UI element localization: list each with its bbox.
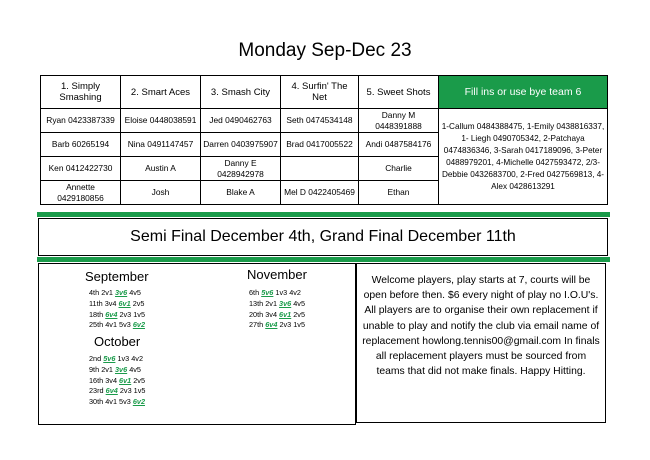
round-row <box>89 376 145 387</box>
month-september: September <box>85 269 149 284</box>
divider-bar-top <box>37 212 610 217</box>
match: 1v5 <box>133 309 146 319</box>
round-date: 4th <box>89 288 100 297</box>
player-cell: Eloise 0448038591 <box>121 109 201 133</box>
welcome-message: Welcome players, play starts at 7, courts will be open before then. $6 every night of play no I.O.U's. All players are to organise their own replacement if unable to play and notify the club via email name of replacement howlong.tennis00@gmail.com In finals all replacement players must be sourced from teams that did not make finals. Happy Hitting. <box>356 263 606 423</box>
round-row <box>249 288 305 299</box>
match: 3v4 <box>265 309 277 319</box>
page-title: Monday Sep-Dec 23 <box>238 40 412 61</box>
match: 1v5 <box>293 320 306 330</box>
match: 1v5 <box>133 386 146 396</box>
round-date: 16th <box>89 375 104 385</box>
match: 6v4 <box>105 386 118 396</box>
player-cell: Darren 0403975907 <box>201 133 281 157</box>
match: 3v4 <box>104 298 117 308</box>
team-name-4: 4. Surfin' The Net <box>281 76 359 109</box>
match: 2v1 <box>101 364 113 374</box>
team-name-5: 5. Sweet Shots <box>359 76 439 109</box>
match: 1v3 <box>275 288 288 297</box>
rounds-october <box>89 354 145 408</box>
round-row <box>89 299 145 310</box>
player-cell: Mel D 0422405469 <box>281 181 359 205</box>
match: 6v1 <box>119 375 132 385</box>
team-name-1: 1. Simply Smashing <box>41 76 121 109</box>
round-date: 25th <box>89 320 104 330</box>
round-row <box>89 320 145 331</box>
round-date: 9th <box>89 364 100 374</box>
match: 4v5 <box>293 298 306 308</box>
month-october: October <box>94 334 141 349</box>
finals-banner: Semi Final December 4th, Grand Final December 11th <box>38 218 608 256</box>
round-row <box>249 320 305 331</box>
round-row <box>89 397 145 408</box>
round-date: 18th <box>89 309 104 319</box>
player-cell: Seth 0474534148 <box>281 109 359 133</box>
match: 4v1 <box>105 397 117 407</box>
match: 5v3 <box>119 397 131 407</box>
match: 3v6 <box>114 288 128 297</box>
round-date: 13th <box>249 298 264 308</box>
player-cell: Brad 0417005522 <box>281 133 359 157</box>
schedule-panel <box>38 263 356 425</box>
match: 4v5 <box>129 364 141 374</box>
player-cell: Charlie <box>359 157 439 181</box>
teams-table <box>40 75 608 205</box>
match: 5v3 <box>119 320 131 330</box>
match: 6v4 <box>105 309 118 319</box>
match: 4v1 <box>105 320 117 330</box>
match: 2v3 <box>119 386 132 396</box>
round-date: 23rd <box>89 386 104 396</box>
match: 4v2 <box>289 288 301 297</box>
match: 6v2 <box>132 320 146 330</box>
match: 6v1 <box>118 298 131 308</box>
player-cell: Nina 0491147457 <box>121 133 201 157</box>
round-row <box>249 299 305 310</box>
round-row <box>89 386 145 397</box>
player-cell: Austin A <box>121 157 201 181</box>
round-row <box>89 354 145 365</box>
match: 1v3 <box>117 354 130 363</box>
month-november: November <box>247 267 307 282</box>
match: 2v5 <box>132 298 145 308</box>
fill-ins-header: Fill ins or use bye team 6 <box>439 76 608 109</box>
match: 3v6 <box>114 364 128 374</box>
match: 6v1 <box>279 309 292 319</box>
players-row <box>41 109 608 133</box>
player-cell: Danny E 0428942978 <box>201 157 281 181</box>
player-cell: Annette 0429180856 <box>41 181 121 205</box>
match: 5v6 <box>261 288 274 297</box>
player-cell: Danny M 0448391888 <box>359 109 439 133</box>
rounds-november <box>249 288 305 331</box>
round-date: 20th <box>249 309 264 319</box>
teams-header-row <box>41 76 608 109</box>
player-cell: Ethan <box>359 181 439 205</box>
player-cell: Blake A <box>201 181 281 205</box>
player-cell: Andi 0487584176 <box>359 133 439 157</box>
divider-bar-bottom <box>37 257 610 262</box>
round-date: 11th <box>89 298 103 308</box>
player-cell: Josh <box>121 181 201 205</box>
match: 5v6 <box>103 354 116 363</box>
round-row <box>249 310 305 321</box>
player-cell: Barb 60265194 <box>41 133 121 157</box>
match: 6v2 <box>132 397 146 407</box>
match: 2v1 <box>101 288 113 297</box>
match: 6v4 <box>265 320 278 330</box>
match: 3v4 <box>105 375 117 385</box>
round-date: 30th <box>89 397 104 407</box>
team-name-3: 3. Smash City <box>201 76 281 109</box>
player-cell: Ryan 0423387339 <box>41 109 121 133</box>
match: 2v5 <box>133 375 146 385</box>
player-cell <box>281 157 359 181</box>
round-date: 6th <box>249 288 260 297</box>
round-date: 2nd <box>89 354 102 363</box>
rounds-september <box>89 288 145 331</box>
player-cell: Jed 0490462763 <box>201 109 281 133</box>
round-row <box>89 365 145 376</box>
match: 3v6 <box>279 298 292 308</box>
match: 2v1 <box>265 298 277 308</box>
match: 4v2 <box>131 354 143 363</box>
fill-ins-list: 1-Callum 0484388475, 1-Emily 0438816337, 1- Liegh 0490705342, 2-Patchaya 0474836346, 3-Sarah 0417189096, 3-Peter 0488979201, 4-Michelle 0427593472, 2/3-Debbie 0432683700, 2-Fred 0427569813, 4-Alex 0428613291 <box>439 109 608 205</box>
match: 2v3 <box>279 320 292 330</box>
match: 4v5 <box>129 288 141 297</box>
round-row <box>89 310 145 321</box>
match: 2v5 <box>293 309 306 319</box>
match: 2v3 <box>119 309 132 319</box>
player-cell: Ken 0412422730 <box>41 157 121 181</box>
round-row <box>89 288 145 299</box>
team-name-2: 2. Smart Aces <box>121 76 201 109</box>
round-date: 27th <box>249 320 264 330</box>
